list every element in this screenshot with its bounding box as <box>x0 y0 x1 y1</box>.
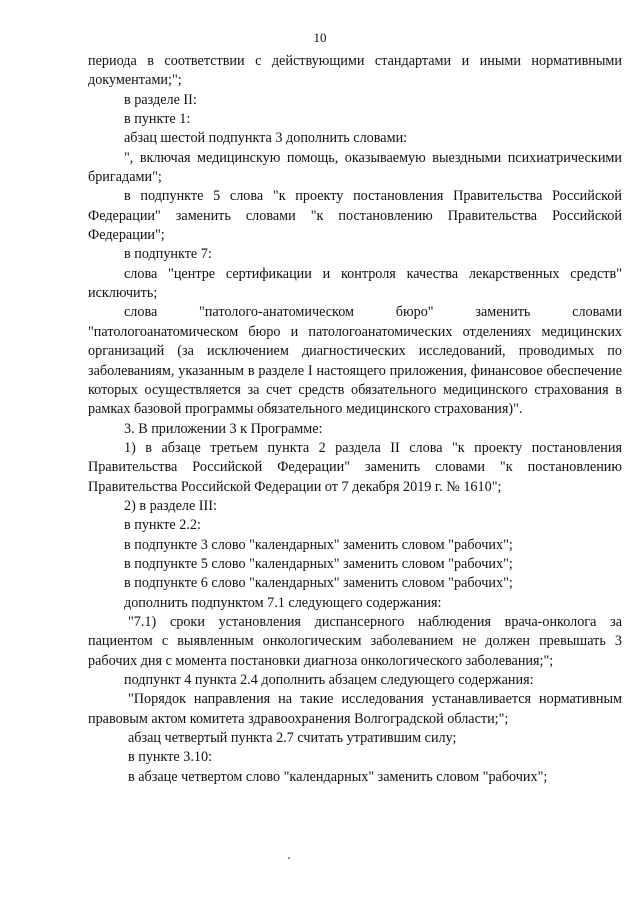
paragraph: 3. В приложении 3 к Программе: <box>124 420 323 437</box>
paragraph: в разделе II: <box>124 91 197 108</box>
paragraph: абзац шестой подпункта 3 дополнить словами: <box>124 130 408 147</box>
paragraph: в подпункте 7: <box>124 246 212 263</box>
paragraph: дополнить подпунктом 7.1 следующего содержания: <box>124 594 442 611</box>
document-body <box>88 52 622 787</box>
paragraph: в пункте 1: <box>124 111 191 128</box>
paragraph: 2) в разделе III: <box>124 497 217 514</box>
scan-speck <box>288 857 290 859</box>
paragraph: абзац четвертый пункта 2.7 считать утратившим силу; <box>128 730 457 747</box>
paragraph: слова "патолого-анатомическом бюро" заменить словами "патологоанатомическом бюро и патологоанатомических отделениях медицинских организаций (за исключением диагностических исследований, проводимых по заболеваниям, указанным в разделе I настоящего приложения, финансовое обеспечение которых осуществляется за счет средств обязательного медицинского страхования в рамках базовой программы обязательного медицинского страхования)". <box>88 304 622 418</box>
paragraph: в подпункте 5 слово "календарных" заменить словом "рабочих"; <box>124 555 513 572</box>
paragraph: "Порядок направления на такие исследования устанавливается нормативным правовым актом комитета здравоохранения Волгоградской области;"; <box>88 691 622 727</box>
paragraph: 1) в абзаце третьем пункта 2 раздела II слова "к проекту постановления Правительства Российской Федерации" заменить словами "к постановлению Правительства Российской Федерации от 7 декабря 2019 г. № 1610"; <box>88 439 622 495</box>
paragraph: в пункте 3.10: <box>128 749 213 766</box>
paragraph: периода в соответствии с действующими стандартами и иными нормативными документами;"; <box>88 53 622 89</box>
paragraph: подпункт 4 пункта 2.4 дополнить абзацем следующего содержания: <box>124 672 534 688</box>
paragraph: ", включая медицинскую помощь, оказываемую выездными психиатрическими бригадами"; <box>88 149 622 186</box>
paragraph: в подпункте 5 слова "к проекту постановления Правительства Российской Федерации" заменить словами "к постановлению Правительства Российской Федерации"; <box>88 188 622 244</box>
paragraph: в абзаце четвертом слово "календарных" заменить словом "рабочих"; <box>128 768 548 785</box>
paragraph: в подпункте 6 слово "календарных" заменить словом "рабочих"; <box>124 575 513 592</box>
page-number: 10 <box>313 30 327 45</box>
paragraph: в подпункте 3 слово "календарных" заменить словом "рабочих"; <box>124 536 513 553</box>
paragraph: "7.1) сроки установления диспансерного наблюдения врача-онколога за пациентом с выявленным онкологическим заболеванием не должен превышать 3 рабочих дня с момента постановки диагноза онкологического заболевания;"; <box>88 613 622 669</box>
paragraph: в пункте 2.2: <box>124 517 201 534</box>
paragraph: слова "центре сертификации и контроля качества лекарственных средств" исключить; <box>88 265 622 302</box>
